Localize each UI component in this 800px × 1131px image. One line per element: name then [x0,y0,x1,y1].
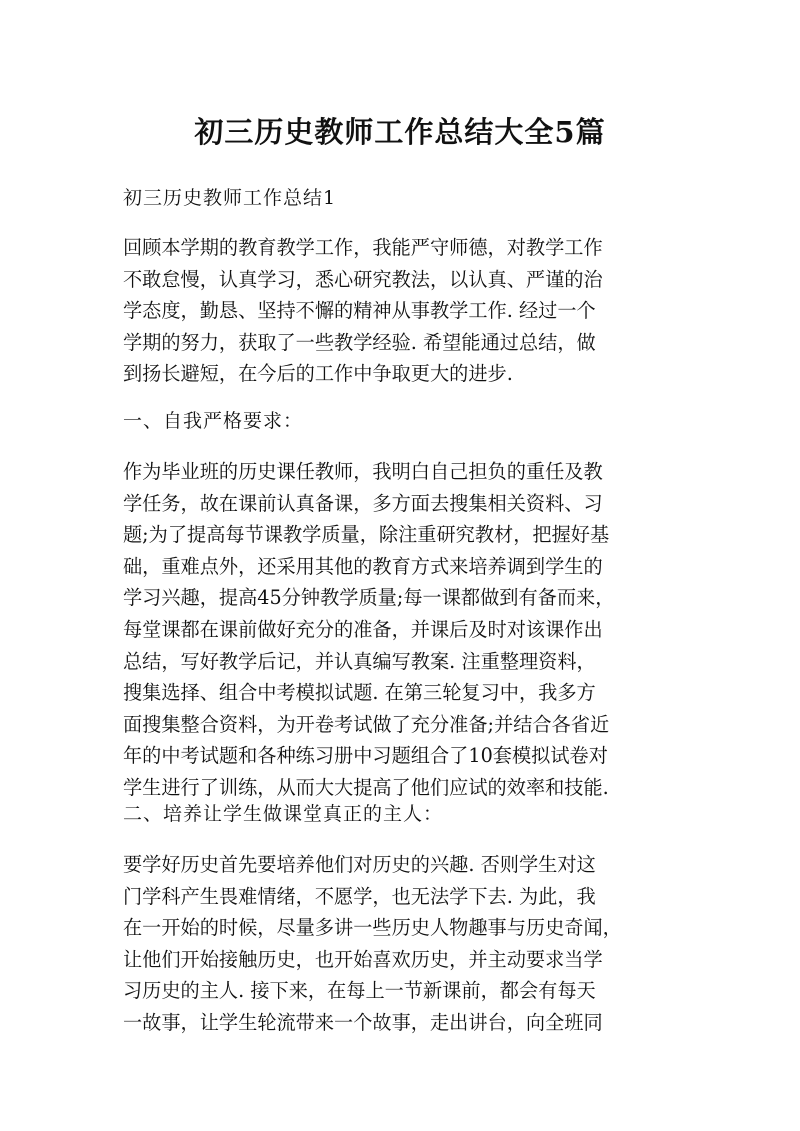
paragraph-line: 学生进行了训练，从而大大提高了他们应试的效率和技能. [123,775,609,799]
paragraph-line: 习历史的主人. 接下来，在每上一节新课前，都会有每天 [123,979,596,1003]
paragraph-line: 年的中考试题和各种练习册中习题组合了10套模拟试卷对 [123,744,608,768]
paragraph-line: 学态度，勤恳、坚持不懈的精神从事教学工作. 经过一个 [123,299,596,323]
paragraph-line: 题;为了提高每节课教学质量，除注重研究教材，把握好基 [123,523,610,547]
paragraph-line: 总结，写好教学后记，并认真编写教案. 注重整理资料， [123,649,596,673]
paragraph-line: 作为毕业班的历史课任教师，我明白自己担负的重任及教 [123,460,603,483]
paragraph-line: 不敢怠慢，认真学习，悉心研究教法，以认真、严谨的治 [123,267,603,291]
paragraph-line: 面搜集整合资料，为开卷考试做了充分准备;并结合各省近 [123,712,610,736]
heading-student-ownership: 二、培养让学生做课堂真正的主人： [123,803,444,825]
paragraph-line: 学任务，故在课前认真备课，多方面去搜集相关资料、习 [123,491,603,515]
document-title: 初三历史教师工作总结大全5篇 [194,115,606,149]
paragraph-line: 要学好历史首先要培养他们对历史的兴趣. 否则学生对这 [123,853,596,876]
paragraph-self-discipline [123,456,673,804]
paragraph-line: 础，重难点外，还采用其他的教育方式来培养调到学生的 [123,554,603,578]
paragraph-line: 在一开始的时候，尽量多讲一些历史人物趣事与历史奇闻， [123,916,622,940]
section-title: 初三历史教师工作总结1 [123,187,337,209]
intro-paragraph [123,232,673,390]
paragraph-line: 到扬长避短，在今后的工作中争取更大的进步. [123,362,513,386]
paragraph-line: 学期的努力，获取了一些教学经验. 希望能通过总结，做 [123,330,596,354]
paragraph-student-ownership [123,849,673,1039]
heading-self-discipline: 一、自我严格要求： [123,410,304,432]
paragraph-line: 门学科产生畏难情绪，不愿学，也无法学下去. 为此，我 [123,884,596,908]
paragraph-line: 回顾本学期的教育教学工作，我能严守师德，对教学工作 [123,236,603,259]
paragraph-line: 搜集选择、组合中考模拟试题. 在第三轮复习中，我多方 [123,681,596,705]
paragraph-line: 学习兴趣，提高45分钟教学质量;每一课都做到有备而来， [123,586,615,610]
paragraph-line: 一故事，让学生轮流带来一个故事，走出讲台，向全班同 [123,1010,603,1034]
paragraph-line: 让他们开始接触历史，也开始喜欢历史，并主动要求当学 [123,947,603,971]
paragraph-line: 每堂课都在课前做好充分的准备，并课后及时对该课作出 [123,617,603,641]
